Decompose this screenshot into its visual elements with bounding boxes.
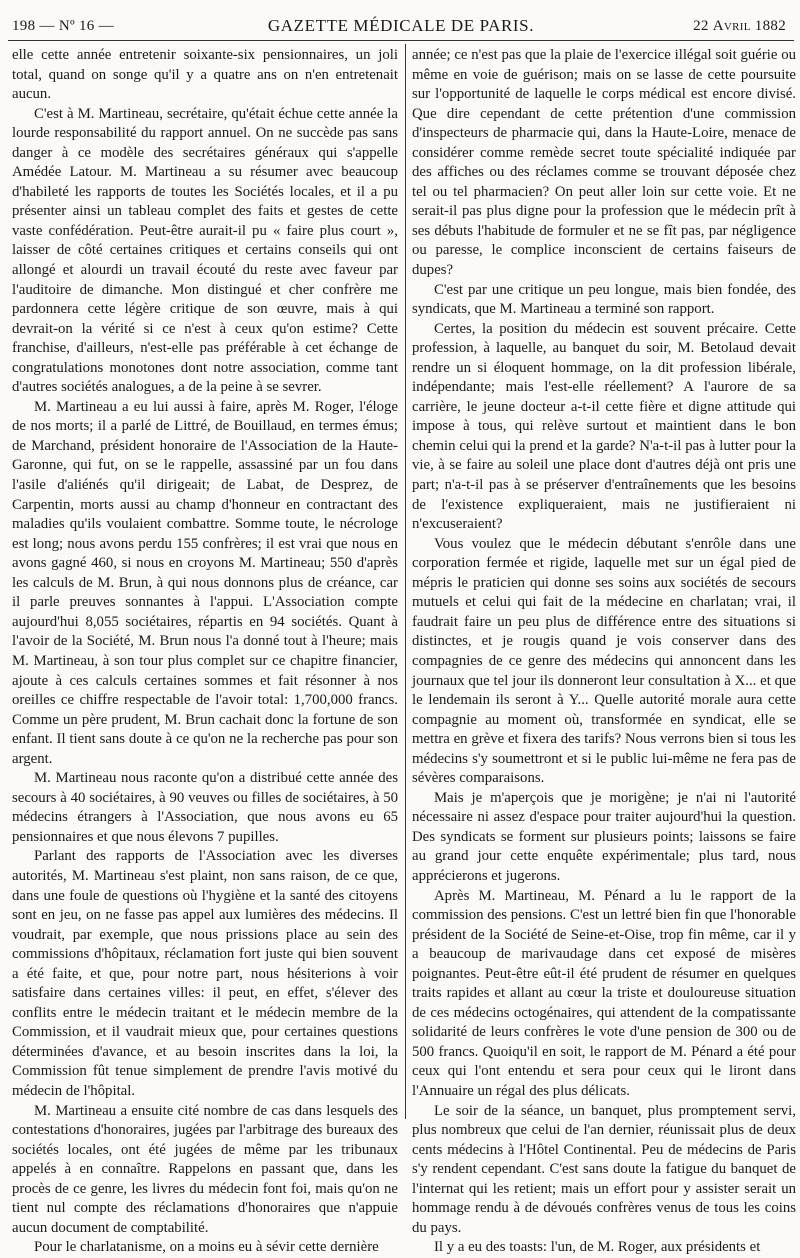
right-column (412, 46, 796, 1256)
header-separator: — (98, 18, 114, 34)
page-header (12, 14, 790, 40)
paragraph: Pour le charlatanisme, on a moins eu à sévir cette dernière (34, 1239, 379, 1256)
paragraph: M. Martineau a ensuite cité nombre de cas dans lesquels des contestations d'honoraires, jugées par l'arbitrage des bureaux des sociétés locales, ont été jugées de même par les tribunaux appelés à en connaître. Rappelons en passant que, dans les procès de ce genre, les livres du médecin font foi, mais qu'on ne tient nul compte des réclamations d'honoraires que n'appuie aucun document de comptabilité. (12, 1102, 398, 1236)
left-column (12, 46, 398, 1256)
paragraph: Mais je m'aperçois que je morigène; je n'ai ni l'autorité nécessaire ni assez d'espace pour traiter aujourd'hui la question. Des syndicats se forment sur plusieurs points; laissons se faire au grand jour cette enquête expérimentale; plus tard, nous apprécierons et jugerons. (412, 789, 796, 884)
issue-date (693, 18, 786, 35)
paragraph: elle cette année entretenir soixante-six pensionnaires, un joli total, quand on songe qu'il y a quatre ans on n'en entretenait aucun. (12, 47, 398, 103)
paragraph: Après M. Martineau, M. Pénard a lu le rapport de la commission des pensions. C'est un lettré bien fin que l'honorable président de la Société de Seine-et-Oise, trop fin même, car il y a beaucoup de marivaudage dans cet exposé de misères poignantes. Peut-être eût-il été prudent de résumer en quelques traits rapides et allant au cœur la triste et douloureuse situation de ces médecins octogénaires, qui attendent de la compatissante solidarité de leurs confrères le vote d'une pension de 300 ou de 500 francs. Quoiqu'il en soit, le rapport de M. Pénard a été pour ceux qui l'ont entendu et sera pour ceux qui le liront dans l'Annuaire un régal des plus délicats. (412, 887, 796, 1099)
paragraph: Vous voulez que le médecin débutant s'enrôle dans une corporation fermée et rigide, laquelle met sur un égal pied de mépris le praticien qui donne ses soins aux sociétés de secours mutuels et celui qui fait de la médecine en charlatan; vrai, il faudrait faire un peu plus de différence entre des situations si distinctes, et je rougis quand je vois conserver dans des compagnies de ce genre des médecins qui annoncent dans les journaux que tel jour ils donneront leur consultation à X... et que le lendemain ils seront à Y... Quelle autorité morale aura cette compagnie au moment où, transformée en syndicat, elle se mettra en grève et fixera des tarifs? Nous verrons bien si tous les médecins s'y soumettront et si le public lui-même ne fera pas de sévères comparaisons. (412, 535, 796, 787)
column-divider (405, 44, 406, 1119)
date-year: 1882 (754, 18, 786, 34)
journal-title: GAZETTE MÉDICALE DE PARIS. (267, 16, 535, 35)
paragraph: Certes, la position du médecin est souvent précaire. Cette profession, à laquelle, au banquet du soir, M. Betolaud devait rendre un si éloquent hommage, on la dit profession libérale, indépendante; mais l'est-elle réellement? A l'aurore de sa carrière, le jeune docteur a-t-il cette fière et digne attitude qui impose à tous, qui relève surtout et maintient dans le bon chemin celui qui la prend et la garde? N'a-t-il pas à lutter pour la vie, à se faire au soleil une place dont d'autres déjà ont pris une part; n'a-t-il pas à se préserver d'entraînements que les besoins de l'existence expliqueraient, mais ne justifieraient ni n'excuseraient? (412, 320, 796, 533)
date-month: Avril (712, 18, 751, 34)
paragraph: Le soir de la séance, un banquet, plus promptement servi, plus nombreux que celui de l'an dernier, réunissait plus de deux cents médecins à l'Hôtel Continental. Peu de médecins de Paris s'y rendent cependant. C'est sans doute la fatigue du banquet de l'internat qui les retient; mais un effort pour y assister serait un hommage rendu à de dévoués confrères venus de tous les coins du pays. (412, 1102, 796, 1236)
date-day: 22 (693, 18, 709, 34)
paragraph: année; ce n'est pas que la plaie de l'exercice illégal soit guérie ou même en voie de guérison; mais on se lasse de cette poursuite sur l'opportunité de laquelle le corps médical est encore divisé. Que dire cependant de cette prétention d'une commission d'inspecteurs de pharmacie qui, dans la Haute-Loire, menace de considérer comme remède secret toute spécialité indiquée par des affiches ou des réclames comme se trouvant déposée chez tel ou tel pharmacien? On peut aller loin sur cette voie. Et ne serait-il pas plus digne pour la profession que le médecin prît à ses débuts l'habitude de formuler et ne se fît pas, par négligence ou paresse, le complice inconscient de certains faiseurs de dupes? (412, 47, 796, 279)
paragraph: Il y a eu des toasts: l'un, de M. Roger, aux présidents et (434, 1239, 761, 1256)
paragraph: C'est à M. Martineau, secrétaire, qu'était échue cette année la lourde responsabilité du rapport annuel. On ne succède pas sans danger à ce modèle des secrétaires généraux qui s'appelle Amédée Latour. M. Martineau a su résumer avec beaucoup d'habileté les rapports de toutes les Sociétés locales, et il a pu présenter ainsi un tableau complet des faits et gestes de cette vaste confédération. Peut-être aurait-il pu « faire plus court », laisser de côté certaines critiques et certains conseils qui ont allongé et alourdi un travail écouté du reste avec faveur par l'auditoire de dimanche. Mon distingué et cher confrère me pardonnera cette légère critique de son œuvre, mais à qui devrait-on la vérité si ce n'est à ceux qu'on estime? Cette franchise, d'ailleurs, n'est-elle pas préférable à cet échange de congratulations monotones dont notre association, comme tant d'autres sociétés analogues, a de la peine à se sevrer. (12, 105, 398, 396)
paragraph: M. Martineau a eu lui aussi à faire, après M. Roger, l'éloge de nos morts; il a parlé de Littré, de Bouillaud, en termes émus; de Marchand, président honoraire de l'Association de la Haute-Garonne, qui fut, on se le rappelle, assassiné par un fou dans l'asile d'aliénés qu'il dirigeait; de Labat, de Desprez, de Carpentin, morts aussi au champ d'honneur en contractant des maladies qu'ils voulaient combattre. Somme toute, le nécrologe est long; nous avons perdu 155 confrères; il est vrai que nous en avons gagné 460, si nous en croyons M. Martineau; 550 d'après les calculs de M. Brun, à qui nous donnons plus de créance, car il parle preuves sonnantes à l'appui. L'Association compte aujourd'hui 8,055 sociétaires, répartis en 94 sociétés. Quant à l'avoir de la Société, M. Brun nous l'a donné tout à l'heure; mais M. Martineau, à son tour plus complet sur ce chapitre financier, ajoute à ces calculs certaines sommes et fait résonner à nos oreilles ce chiffre respectable de l'avoir total: 1,700,000 francs. Comme un père prudent, M. Brun cachait donc la fortune de son enfant. Il tient sans doute à ce qu'on ne la recherche pas pour son argent. (12, 398, 398, 767)
page-number: 198 (12, 18, 36, 34)
header-separator: — (39, 18, 55, 34)
paragraph: M. Martineau nous raconte qu'on a distribué cette année des secours à 40 sociétaires, à 90 veuves ou filles de sociétaires, à 50 médecins étrangers à l'Association, que nous avons eu 65 pensionnaires et que nous élevons 7 pupilles. (12, 770, 398, 845)
paragraph: C'est par une critique un peu longue, mais bien fondée, des syndicats, que M. Martineau a terminé son rapport. (412, 281, 796, 318)
header-rule (8, 40, 794, 41)
paragraph: Parlant des rapports de l'Association avec les diverses autorités, M. Martineau s'est plaint, non sans raison, de ce que, dans une foule de questions où l'hygiène et la santé des citoyens sont en jeu, on ne fasse pas appel aux lumières des médecins. Il voudrait, par exemple, que nous prissions place au sein des commissions d'hôpitaux, réclamation fort juste qui bien souvent a été faite, et que, pour notre part, nous hésiterions à voir satisfaire dans certaines villes: il peut, en effet, s'élever des conflits entre le médecin traitant et le médecin membre de la Commission, et il vaudrait mieux que, pour certaines questions déterminées d'avance, et au besoin inscrites dans la loi, la Commission fût tenue simplement de prendre l'avis motivé du médecin de l'hôpital. (12, 848, 398, 1099)
issue-number: Nº 16 (58, 18, 95, 34)
